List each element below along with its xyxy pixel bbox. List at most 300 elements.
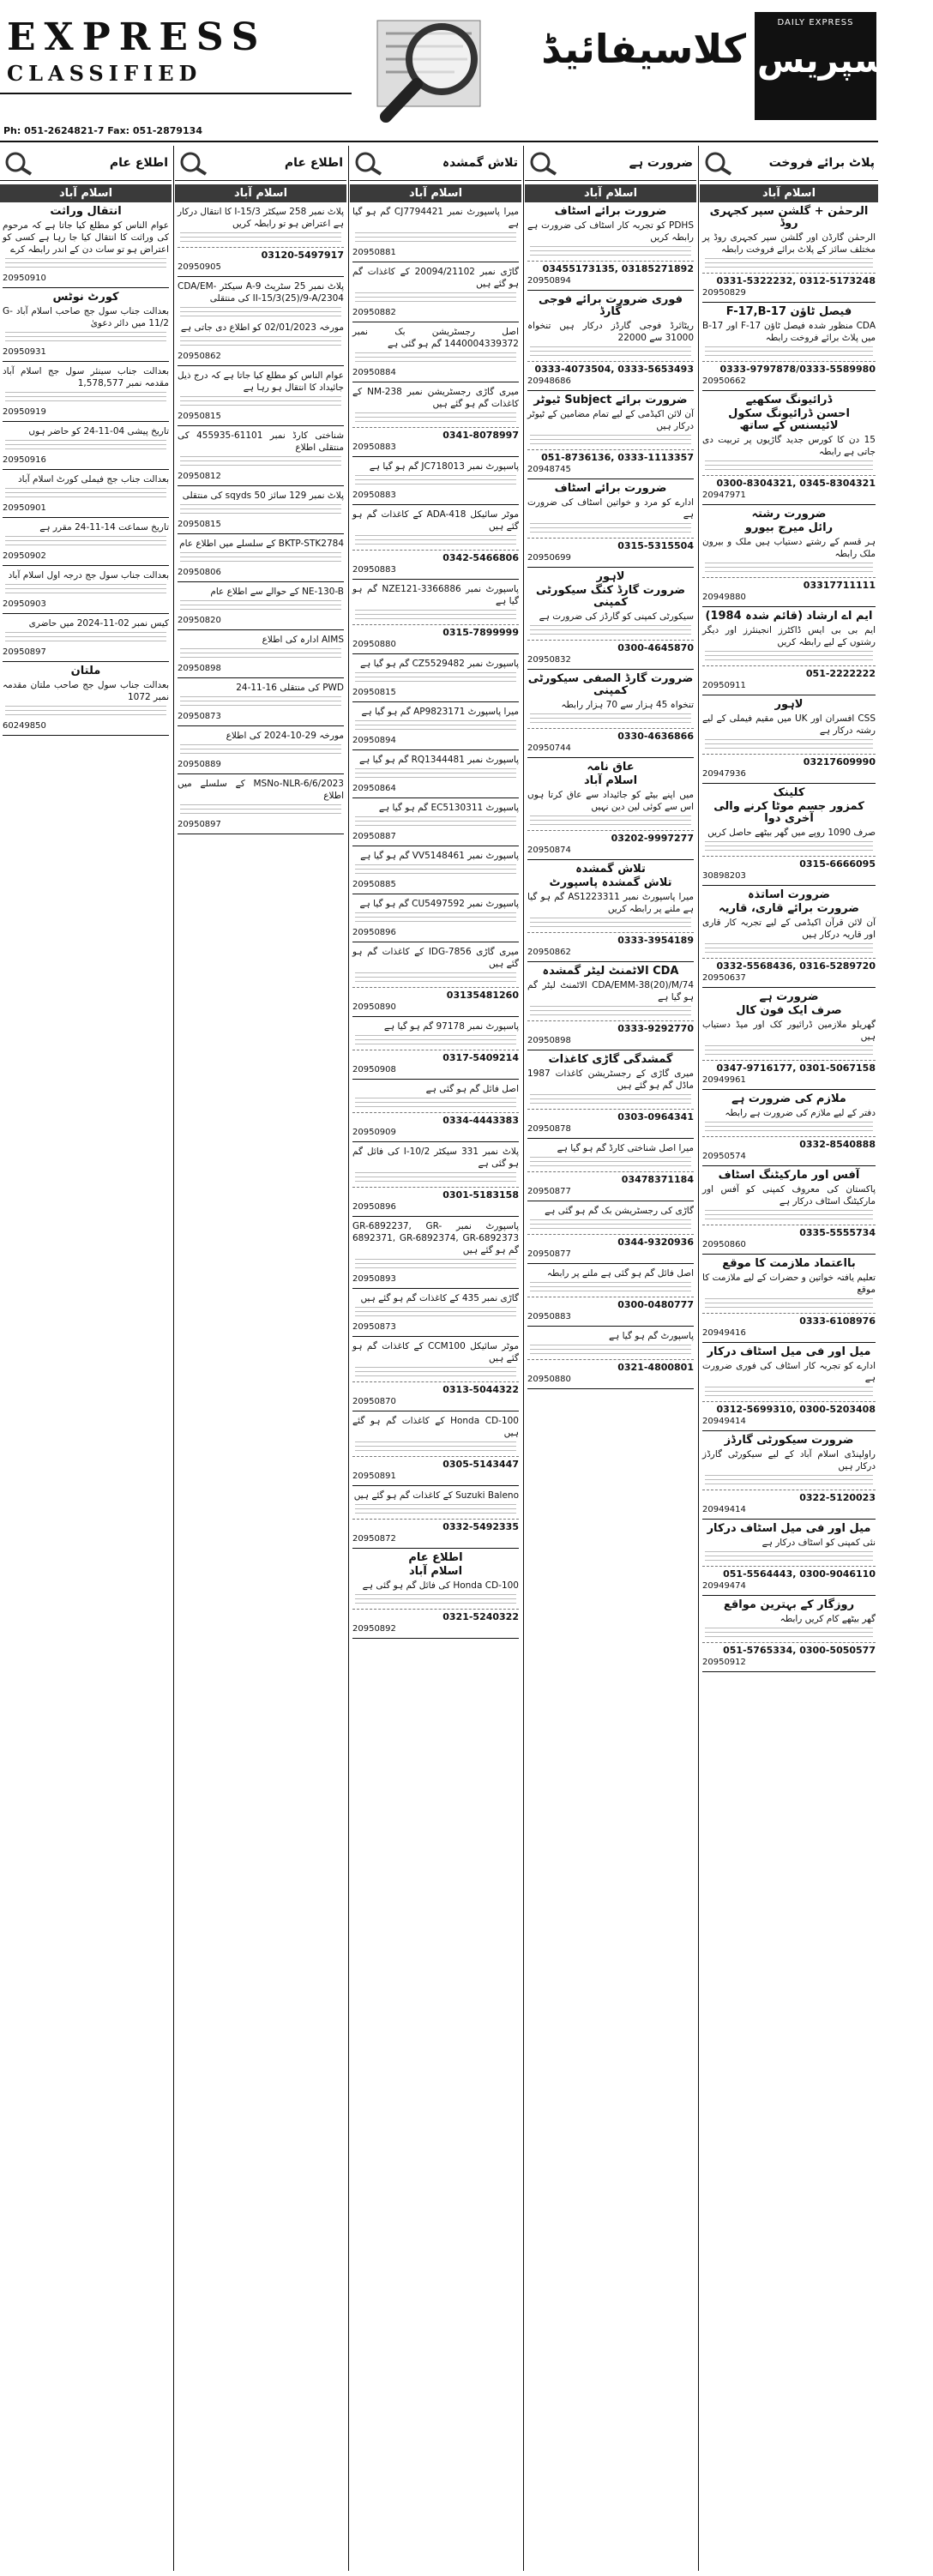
ad-text: ادارے کو مرد و خواتین اسٹاف کی ضرورت ہے — [527, 497, 694, 520]
ad-reference-number: 20950883 — [527, 1311, 694, 1327]
ad-text-lines — [705, 563, 873, 575]
ad-phone: 0317-5409214 — [352, 1050, 519, 1064]
classified-ad — [525, 1205, 696, 1264]
ad-phone: 03478371184 — [527, 1171, 694, 1186]
classified-ad — [700, 1346, 878, 1431]
ad-text: CSS افسران اور UK میں مقیم فیملی کے لیے رشتہ درکار ہے — [702, 713, 876, 736]
ad-phone: 03120-5497917 — [178, 247, 344, 262]
ad-reference-number: 20950574 — [702, 1151, 876, 1166]
ad-text-lines — [530, 1345, 691, 1357]
classified-ad — [525, 394, 696, 479]
ad-reference-number: 20950744 — [527, 743, 694, 758]
classified-ad — [350, 206, 521, 262]
classified-ad — [175, 490, 346, 534]
ad-text-lines — [355, 768, 516, 780]
brand-logo — [755, 12, 933, 120]
classified-ad — [525, 966, 696, 1050]
ad-reference-number: 20950901 — [3, 503, 169, 518]
ad-text: Honda CD-100 کے کاغذات گم ہو گئے ہیں — [352, 1416, 519, 1438]
ad-reference-number: 20949414 — [702, 1504, 876, 1520]
ad-text: دفتر کے لیے ملازم کی ضرورت ہے رابطہ — [725, 1108, 876, 1118]
section-icon — [703, 150, 734, 176]
ad-text-lines — [705, 460, 873, 472]
ad-reference-number: 20947936 — [702, 768, 876, 784]
ad-reference-number: 20950897 — [3, 647, 169, 662]
classified-ad — [525, 571, 696, 583]
ad-text-lines — [530, 246, 691, 258]
classified-ad — [350, 1415, 521, 1486]
ad-reference-number: 20950883 — [352, 490, 519, 505]
ad-text-lines — [530, 1006, 691, 1018]
ad-reference-number: 20950896 — [352, 927, 519, 942]
classified-ad — [700, 306, 878, 391]
classified-ad — [0, 365, 172, 422]
ad-phone: 0335-5555734 — [702, 1225, 876, 1239]
classified-ad — [350, 326, 521, 382]
ad-reference-number: 20950873 — [178, 711, 344, 726]
ad-reference-number: 20950902 — [3, 551, 169, 566]
classified-ad — [175, 682, 346, 726]
ad-reference-number: 20949416 — [702, 1327, 876, 1343]
ad-phone: 0300-8304321, 0345-8304321 — [702, 475, 876, 490]
ad-reference-number: 20950916 — [3, 454, 169, 470]
ad-text: گاڑی نمبر 435 کے کاغذات گم ہو گئے ہیں — [360, 1293, 519, 1303]
header-divider — [0, 141, 878, 142]
ad-reference-number: 20950880 — [527, 1374, 694, 1389]
ad-reference-number: 20950874 — [527, 845, 694, 860]
ad-reference-number: 20950812 — [178, 471, 344, 486]
ad-phone: 0313-5044322 — [352, 1381, 519, 1396]
ad-phone: 0321-4800801 — [527, 1359, 694, 1374]
ad-reference-number: 20949961 — [702, 1074, 876, 1090]
ad-text-lines — [355, 1441, 516, 1454]
ad-reference-number: 20950908 — [352, 1064, 519, 1080]
classified-ad — [350, 946, 521, 1017]
classified-ad — [700, 1599, 878, 1672]
classified-ad — [350, 706, 521, 750]
ad-text-lines — [355, 1098, 516, 1110]
ad-text: گھریلو ملازمین ڈرائیور کک اور میڈ دستیاب ہیں — [702, 1020, 876, 1042]
classified-ad — [525, 483, 696, 568]
ad-text-lines — [705, 651, 873, 663]
classified-ad — [175, 370, 346, 426]
ad-reference-number: 20950894 — [352, 735, 519, 750]
column-title: تلاش گمشدہ — [442, 156, 518, 170]
ad-heading: فیصل ٹاؤن F-17,B-17 — [725, 305, 852, 318]
ad-reference-number: 20950894 — [527, 275, 694, 291]
classified-ad — [175, 778, 346, 834]
classified-ad — [700, 394, 878, 406]
ad-heading: رائل میرج بیورو — [744, 521, 834, 534]
ad-text-lines — [530, 346, 691, 358]
ad-reference-number: 20950911 — [702, 680, 876, 695]
ad-text: ریٹائرڈ فوجی گارڈز درکار ہیں تنخواہ 31000 سے 22000 — [527, 321, 694, 343]
ad-text-lines — [5, 258, 166, 270]
ad-reference-number: 20948745 — [527, 464, 694, 479]
ad-heading: ضرورت گارڈ کنگ سیکورٹی کمپنی — [535, 584, 686, 609]
classified-ad — [700, 1005, 878, 1090]
ad-text: آن لائن قرآن اکیڈمی کے لیے تجربہ کار قاری اور قاریہ درکار ہیں — [702, 918, 876, 940]
ad-text-lines — [355, 1035, 516, 1047]
ad-text-lines — [530, 816, 691, 828]
ad-reference-number: 20950881 — [352, 247, 519, 262]
ad-heading: لاہور — [596, 570, 625, 583]
ad-text: نئی کمپنی کو اسٹاف درکار ہے — [761, 1538, 876, 1548]
ad-heading: CDA الاٹمنٹ لیٹر گمشدہ — [542, 965, 679, 978]
ad-text: پلاٹ نمبر 25 سٹریٹ 9-A سیکٹر CDA/EM-II-15/3(25)/9-A/2304 کی منتقلی — [178, 281, 345, 304]
ad-text: پلاٹ نمبر 331 سیکٹر I-10/2 کی فائل گم ہو گئی ہے — [352, 1147, 520, 1169]
classified-ad — [525, 761, 696, 773]
ad-reference-number: 20950883 — [352, 442, 519, 457]
ad-text: پلاٹ نمبر 258 سیکٹر I-15/3 کا انتقال درکار ہے اعتراض ہو تو رابطہ کریں — [178, 207, 344, 229]
ad-text-lines — [530, 918, 691, 930]
ad-text: میرا پاسپورٹ نمبر AS1223311 گم ہو گیا ہے ملنے پر رابطہ کریں — [527, 892, 694, 914]
ad-heading: اطلاع عام — [408, 1551, 463, 1564]
ad-text-lines — [180, 307, 341, 319]
ad-reference-number: 20950882 — [352, 307, 519, 322]
header-rule — [0, 93, 352, 94]
ad-reference-number: 20950662 — [702, 376, 876, 391]
ad-text: تنخواہ 45 ہزار سے 70 ہزار رابطہ — [561, 700, 694, 710]
ad-text: CDA منظور شدہ فیصل ٹاؤن F-17 اور B-17 میں پلاٹ برائے فروخت رابطہ — [702, 321, 876, 343]
ad-text: پاسپورٹ نمبر VV5148461 گم ہو گیا ہے — [360, 851, 519, 861]
ad-text: بعدالت جناب سینئر سول جج اسلام آباد مقدمہ نمبر 1,578,577 — [3, 366, 169, 388]
ad-heading: کلینک — [773, 786, 805, 799]
classified-ad — [350, 1340, 521, 1411]
column-title: اطلاع عام — [109, 156, 168, 170]
ad-text: آن لائن اکیڈمی کے لیے تمام مضامین کے ٹیوٹر درکار ہیں — [527, 409, 694, 431]
ad-reference-number: 20950893 — [352, 1273, 519, 1289]
classified-ad — [175, 206, 346, 277]
city-banner: اسلام آباد — [700, 184, 878, 202]
ad-text-lines — [180, 804, 341, 816]
classified-ad — [350, 754, 521, 798]
classified-ad — [525, 1267, 696, 1327]
column-divider — [173, 146, 174, 2571]
classified-ad — [700, 787, 878, 799]
ad-phone: 0331-5322232, 0312-5173248 — [702, 273, 876, 287]
ad-phone: 0332-5568436, 0316-5289720 — [702, 958, 876, 972]
ad-phone: 0312-5699310, 0300-5203408 — [702, 1401, 876, 1416]
ad-text: ایم بی بی ایس ڈاکٹرز انجینئرز اور دیگر رشتوں کے لیے رابطہ کریں — [702, 625, 876, 647]
ad-phone: 0344-9320936 — [527, 1234, 694, 1249]
ad-reference-number: 20950877 — [527, 1186, 694, 1201]
ad-phone: 0315-7899999 — [352, 624, 519, 639]
ad-reference-number: 20950912 — [702, 1657, 876, 1672]
ad-text-lines — [180, 552, 341, 564]
column-divider — [523, 146, 524, 2571]
ad-text: گاڑی کی رجسٹریشن بک گم ہو گئی ہے — [545, 1206, 694, 1216]
ad-reference-number: 20950885 — [352, 879, 519, 894]
classified-ad — [175, 538, 346, 582]
ad-phone: 0333-9797878/0333-5589980 — [702, 361, 876, 376]
ad-text: 15 دن کا کورس جدید گاڑیوں پر تربیت دی جاتی ہے رابطہ — [702, 435, 876, 457]
ad-heading: ضرورت گارڈ الصفی سیکورٹی کمپنی — [527, 672, 694, 697]
section-icon — [353, 150, 384, 176]
classified-ad — [525, 673, 696, 758]
ad-heading: فوری ضرورت برائے فوجی گارڈ — [538, 293, 683, 318]
classified-ad — [700, 699, 878, 784]
ad-phone: 03202-9997277 — [527, 830, 694, 845]
column-lost-found — [350, 146, 521, 2571]
section-icon — [178, 150, 209, 176]
ad-text-lines — [355, 1172, 516, 1184]
ad-text-lines — [355, 232, 516, 244]
classified-ad — [0, 617, 172, 662]
classified-ad — [0, 665, 172, 736]
ad-reference-number: 20950905 — [178, 262, 344, 277]
classified-ad — [350, 1552, 521, 1564]
ad-text: میری گاڑی کے رجسٹریشن کاغذات 1987 ماڈل گم ہو گئے ہیں — [527, 1068, 694, 1091]
ad-text: PWD کی منتقلی 16-11-24 — [236, 683, 344, 693]
ad-heading: اسلام آباد — [408, 1565, 463, 1578]
classified-ad — [350, 898, 521, 942]
ad-heading: ڈرائیونگ سکھیے — [745, 394, 833, 406]
ad-text: تاریخ پیشی 04-11-24 کو حاضر ہوں — [28, 426, 169, 436]
classified-ad — [350, 802, 521, 846]
ad-text-lines — [705, 1298, 873, 1310]
classified-ad — [0, 473, 172, 518]
ad-text: میرا اصل شناختی کارڈ گم ہو گیا ہے — [557, 1143, 694, 1153]
ad-reference-number: 20950862 — [178, 351, 344, 366]
ad-text: اصل فائل گم ہو گئی ہے ملنے پر رابطہ — [546, 1268, 694, 1279]
ad-text: پاسپورٹ نمبر NZE121-3366886 گم ہو گیا ہے — [352, 584, 519, 606]
ad-heading: روزگار کے بہترین مواقع — [723, 1598, 855, 1611]
ad-reference-number: 20950806 — [178, 567, 344, 582]
ad-reference-number: 20950815 — [178, 519, 344, 534]
ad-reference-number: 20950860 — [702, 1239, 876, 1255]
ad-text: اصل فائل گم ہو گئی ہے — [425, 1084, 519, 1094]
ad-text-lines — [5, 440, 166, 452]
ad-phone: 0300-4645870 — [527, 640, 694, 654]
ad-heading: لاہور — [774, 698, 804, 711]
logo-express: EXPRESS — [7, 15, 268, 59]
ad-reference-number: 30898203 — [702, 870, 876, 886]
ad-text-lines — [355, 816, 516, 828]
ad-phone: 0315-6666095 — [702, 856, 876, 870]
section-icon — [3, 150, 34, 176]
classified-ad — [350, 509, 521, 580]
column-title: پلاٹ برائے فروخت — [768, 156, 875, 170]
classified-ad — [525, 1054, 696, 1139]
ad-reference-number: 20950815 — [352, 687, 519, 702]
ad-text-lines — [355, 475, 516, 487]
ad-text-lines — [5, 392, 166, 404]
ad-text-lines — [530, 1157, 691, 1169]
ad-text: پاسپورٹ نمبر RQ1344481 گم ہو گیا ہے — [358, 755, 519, 765]
classified-ad — [525, 1142, 696, 1201]
ad-text-lines — [180, 336, 341, 348]
ad-text: سیکورٹی کمپنی کو گارڈز کی ضرورت ہے — [539, 611, 694, 622]
ad-heading: میل اور فی میل اسٹاف درکار — [707, 1345, 871, 1358]
ad-reference-number: 20950892 — [352, 1623, 519, 1639]
classified-ad — [350, 266, 521, 322]
city-banner: اسلام آباد — [350, 184, 521, 202]
ad-text-lines — [355, 864, 516, 876]
ad-heading: ایم اے ارشاد (قائم شدہ 1984) — [705, 610, 873, 623]
ad-text-lines — [180, 396, 341, 408]
ad-text: BKTP-STK2784 کے سلسلے میں اطلاع عام — [179, 539, 344, 549]
ad-phone: 0305-5143447 — [352, 1456, 519, 1471]
ad-heading: تلاش گمشدہ — [575, 863, 646, 876]
classified-ad — [350, 386, 521, 457]
ad-phone: 03217609990 — [702, 754, 876, 768]
ad-phone: 03455173135, 03185271892 — [527, 261, 694, 275]
classified-ad — [0, 425, 172, 470]
classified-ad — [350, 1490, 521, 1549]
ad-text-lines — [355, 1367, 516, 1379]
classified-ad — [700, 206, 878, 303]
ad-phone: 0332-5492335 — [352, 1519, 519, 1533]
english-logo — [7, 15, 333, 86]
ad-reference-number: 20949474 — [702, 1580, 876, 1596]
ad-text-lines — [355, 672, 516, 684]
classified-ad — [700, 889, 878, 901]
ad-reference-number: 20950910 — [3, 273, 169, 288]
ad-reference-number: 20947971 — [702, 490, 876, 505]
ad-phone: 051-8736136, 0333-1113357 — [527, 449, 694, 464]
ad-heading: اسلام آباد — [583, 774, 638, 787]
classified-ad — [700, 509, 878, 521]
ad-heading: ضرورت برائے قاری، قاریہ — [719, 902, 859, 915]
ad-reference-number: 20950890 — [352, 1002, 519, 1017]
ad-reference-number: 20949414 — [702, 1416, 876, 1431]
ad-text-lines — [355, 535, 516, 547]
classified-ad — [0, 569, 172, 614]
ad-text-lines — [355, 412, 516, 424]
ad-phone: 0301-5183158 — [352, 1187, 519, 1201]
ad-reference-number: 20950880 — [352, 639, 519, 654]
ad-text-lines — [705, 1045, 873, 1057]
ad-text: پاسپورٹ نمبر GR-6892237, GR-6892371, GR-6892374, GR-6892373 گم ہو گئے ہیں — [352, 1221, 519, 1255]
ad-reference-number: 20950884 — [352, 367, 519, 382]
ad-text-lines — [5, 706, 166, 718]
classified-ad — [175, 634, 346, 678]
ad-text-lines — [530, 713, 691, 725]
masthead — [0, 0, 933, 144]
ad-reference-number: 20950820 — [178, 615, 344, 630]
ad-reference-number: 20950877 — [527, 1249, 694, 1264]
ad-reference-number: 60249850 — [3, 720, 169, 736]
column-header — [0, 146, 172, 181]
ad-text-lines — [180, 600, 341, 612]
classified-ad — [175, 322, 346, 366]
classified-ad — [175, 280, 346, 319]
ad-text-lines — [180, 648, 341, 660]
ad-text-lines — [355, 972, 516, 984]
ad-text: الرحمٰن گارڈن اور گلشن سپر کجہری روڈ پر مختلف سائز کے پلاٹ برائے فروخت رابطہ — [702, 232, 876, 255]
ad-text: MSNo-NLR-6/6/2023 کے سلسلے میں اطلاع — [178, 779, 344, 801]
ad-text: موٹر سائیکل ADA-418 کے کاغذات گم ہو گئے ہیں — [352, 509, 519, 532]
column-public-notice — [175, 146, 346, 2571]
ad-heading: احسن ڈرائیونگ سکول لائیسنس کے ساتھ — [728, 407, 850, 432]
classified-ad — [700, 903, 878, 988]
magnifier-icon — [360, 12, 506, 123]
ad-columns — [0, 146, 878, 2571]
city-banner: اسلام آباد — [0, 184, 172, 202]
classified-ad — [525, 1330, 696, 1389]
ad-heading: ضرورت برائے Subject ٹیوٹر — [533, 394, 688, 406]
ad-heading: آفس اور مارکیٹنگ اسٹاف — [718, 1169, 860, 1182]
ad-text: NE-130-B کے حوالے سے اطلاع عام — [210, 587, 344, 597]
ad-text-lines — [355, 720, 516, 732]
ad-text-lines — [705, 1475, 873, 1487]
ad-text: پاسپورٹ EC5130311 گم ہو گیا ہے — [378, 803, 519, 813]
ad-heading: میل اور فی میل اسٹاف درکار — [707, 1522, 871, 1535]
ad-reference-number: 20950898 — [178, 663, 344, 678]
ad-phone: 0303-0964341 — [527, 1109, 694, 1123]
ad-reference-number: 20950903 — [3, 599, 169, 614]
ad-text: AIMS ادارہ کی اطلاع — [262, 635, 344, 645]
ad-heading: تلاش گمشدہ پاسپورٹ — [549, 876, 672, 889]
ad-text-lines — [355, 1259, 516, 1271]
ad-text-lines — [705, 1628, 873, 1640]
classified-ad — [175, 430, 346, 486]
ad-phone: 0334-4443383 — [352, 1112, 519, 1127]
ad-text: راولپنڈی اسلام آباد کے لیے سیکورٹی گارڈز درکار ہیں — [702, 1449, 876, 1472]
ad-heading: ضرورت اساتذہ — [748, 888, 830, 901]
classified-ad — [700, 408, 878, 505]
ad-phone: 0315-5315504 — [527, 538, 694, 552]
city-banner: اسلام آباد — [175, 184, 346, 202]
ad-text-lines — [530, 1282, 691, 1294]
column-header — [350, 146, 521, 181]
ad-text: بعدالت جناب سول جج صاحب ملتان مقدمہ نمبر 1072 — [3, 680, 169, 702]
ad-heading: بااعتماد ملازمت کا موقع — [722, 1257, 856, 1270]
ad-text: CDA/EMM-38(20)/M/74 الاٹمنٹ لیٹر گم ہو گیا ہے — [527, 980, 694, 1002]
ad-text-lines — [355, 1307, 516, 1319]
ad-text: تاریخ سماعت 14-11-24 مقرر ہے — [39, 522, 169, 533]
ad-text: پاسپورٹ گم ہو گیا ہے — [608, 1331, 694, 1341]
ad-text-lines — [180, 456, 341, 468]
ad-text-lines — [5, 584, 166, 596]
ad-heading: ضرورت برائے اسٹاف — [554, 482, 667, 495]
section-icon — [528, 150, 559, 176]
ad-heading: کمزور جسم موٹا کرنے والی آخری دوا — [713, 800, 864, 825]
ad-text-lines — [355, 352, 516, 364]
ad-reference-number: 20950829 — [702, 287, 876, 303]
ad-reference-number: 20950891 — [352, 1471, 519, 1486]
classified-ad — [350, 1020, 521, 1080]
ad-phone: 03317711111 — [702, 577, 876, 592]
ad-text: میرا پاسپورٹ AP9823171 گم ہو گیا ہے — [361, 707, 519, 717]
ad-heading: ضرورت برائے اسٹاف — [554, 205, 667, 218]
ad-text-lines — [530, 625, 691, 637]
column-plots-for-sale — [700, 146, 878, 2571]
ad-text: میری گاڑی IDG-7856 کے کاغذات گم ہو گئے ہیں — [352, 947, 519, 969]
ad-text: مورخہ 29-10-2024 کی اطلاع — [226, 731, 344, 741]
ad-text-lines — [180, 696, 341, 708]
ad-heading: الرحمٰن + گلشن سپر کجہری روڈ — [709, 205, 869, 230]
classified-ad — [0, 206, 172, 288]
ad-heading: ضرورت سیکورٹی گارڈز — [724, 1434, 854, 1447]
city-banner: اسلام آباد — [525, 184, 696, 202]
ad-reference-number: 20950872 — [352, 1533, 519, 1549]
ad-text: کیس نمبر 02-11-2024 میں حاضری — [28, 618, 169, 629]
ad-text-lines — [530, 523, 691, 535]
ad-reference-number: 20950887 — [352, 831, 519, 846]
ad-text: پاسپورٹ نمبر JC718013 گم ہو گیا ہے — [369, 461, 519, 472]
classified-ad — [700, 1258, 878, 1343]
ad-phone: 0333-3954189 — [527, 932, 694, 947]
column-divider — [698, 146, 699, 2571]
ad-text-lines — [705, 841, 873, 853]
ad-reference-number: 20950870 — [352, 1396, 519, 1411]
column-title: ضرورت ہے — [629, 156, 693, 170]
ad-text: پاکستان کی معروف کمپنی کو آفس اور مارکیٹنگ اسٹاف درکار ہے — [702, 1184, 876, 1207]
ad-text: ادارے کو تجربہ کار اسٹاف کی فوری ضرورت ہے — [702, 1361, 876, 1383]
ad-heading: ضرورت رشتہ — [751, 508, 827, 521]
